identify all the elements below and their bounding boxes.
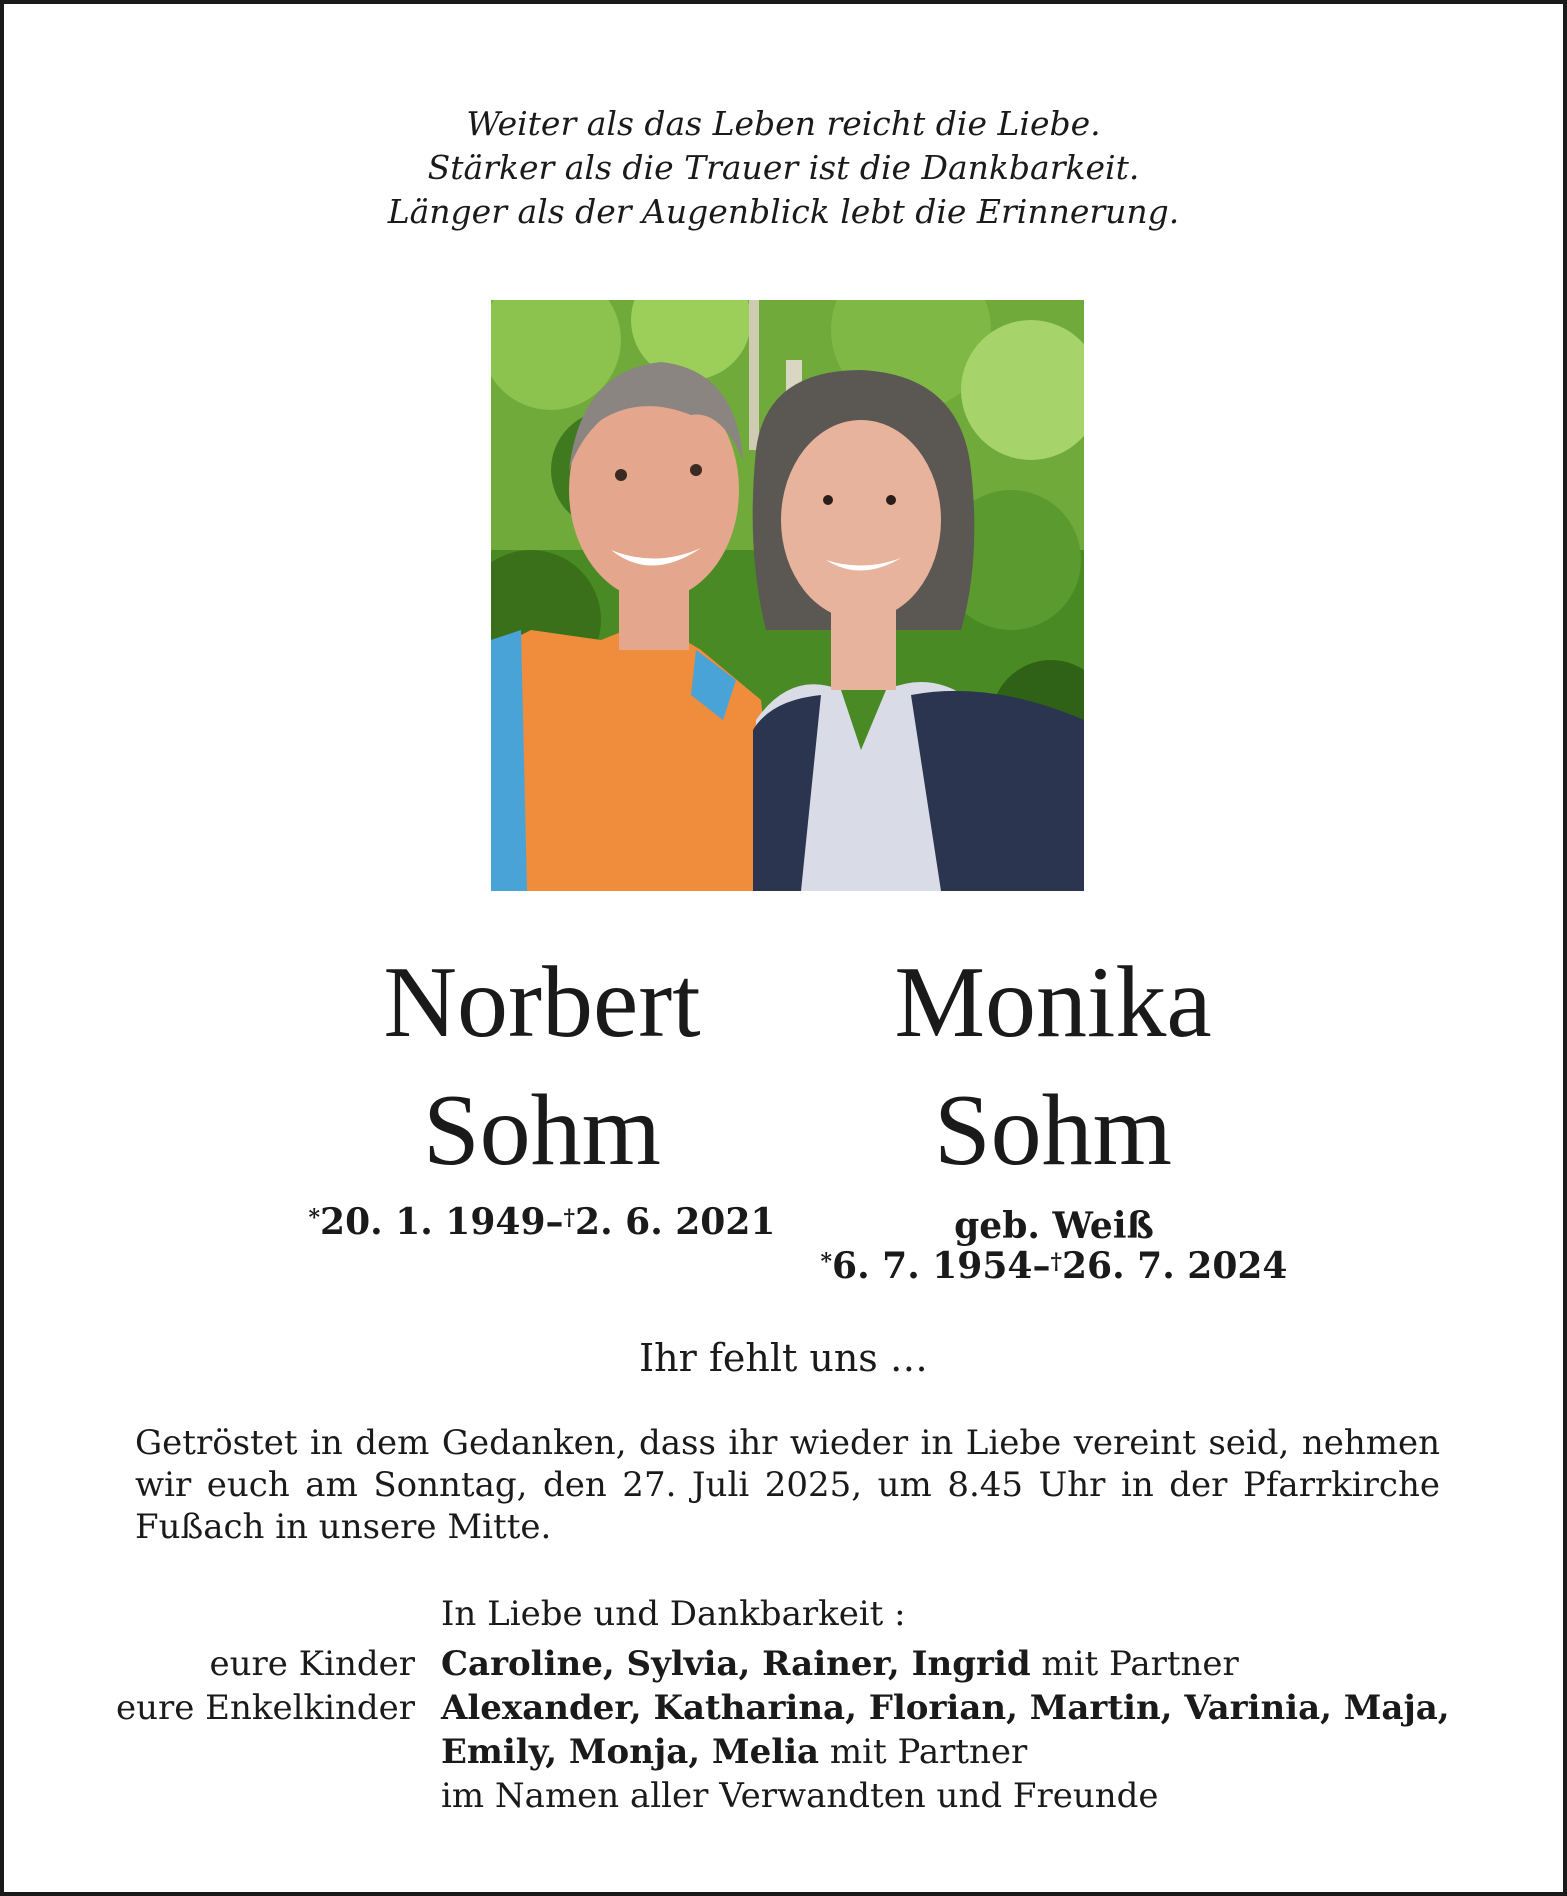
announcement-text: Getröstet in dem Gedanken, dass ihr wieder in Liebe vereint seid, nehmen wir euch am Sonntag, den 27. Juli 2025, um 8.45 Uhr in der Pfarrkirche Fußach in unsere Mitte. [135, 1423, 1440, 1547]
norbert-birth-date: 20. 1. 1949 [320, 1201, 546, 1243]
monika-first-name: Monika [894, 946, 1212, 1059]
children-names-line [441, 1642, 1239, 1686]
death-cross: † [563, 1205, 576, 1231]
missing-line: Ihr fehlt uns … [639, 1336, 928, 1380]
grandchildren-names-2: Emily, Monja, Melia [441, 1732, 820, 1772]
norbert-first-name: Norbert [383, 946, 701, 1059]
date-dash: – [545, 1201, 564, 1243]
monika-birth-date: 6. 7. 1954 [832, 1245, 1033, 1287]
grandchildren-names-line-2 [441, 1730, 1027, 1774]
quote-line-2: Stärker als die Trauer ist die Dankbarkeit. [427, 148, 1140, 187]
grandchildren-names-line-1 [441, 1686, 1450, 1730]
grandchildren-suffix: mit Partner [819, 1732, 1028, 1772]
quote-line-3: Länger als der Augenblick lebt die Erinnerung. [387, 192, 1180, 231]
norbert-dates [304, 1200, 780, 1244]
grandchildren-label: eure Enkelkinder [115, 1688, 415, 1728]
death-cross: † [1050, 1249, 1062, 1275]
couple-photo-icon [491, 300, 1084, 891]
monika-name [815, 939, 1291, 1195]
children-label: eure Kinder [209, 1644, 415, 1684]
children-names: Caroline, Sylvia, Rainer, Ingrid [441, 1644, 1031, 1684]
birth-star: * [308, 1205, 321, 1231]
quote-line-1: Weiter als das Leben reicht die Liebe. [466, 104, 1101, 143]
children-suffix: mit Partner [1030, 1644, 1239, 1684]
norbert-last-name: Sohm [422, 1074, 662, 1187]
norbert-name [304, 939, 780, 1195]
birth-star: * [820, 1249, 833, 1275]
relatives-line: im Namen aller Verwandten und Freunde [441, 1776, 1159, 1816]
memorial-quote [4, 102, 1563, 234]
monika-dates [814, 1244, 1294, 1288]
couple-photo [491, 300, 1084, 891]
monika-last-name: Sohm [933, 1074, 1173, 1187]
grandchildren-names-1: Alexander, Katharina, Florian, Martin, Varinia, Maja, [441, 1688, 1450, 1728]
monika-death-date: 26. 7. 2024 [1061, 1245, 1288, 1287]
norbert-death-date: 2. 6. 2021 [575, 1201, 776, 1243]
closing-line: In Liebe und Dankbarkeit : [441, 1594, 906, 1634]
monika-maiden-name: geb. Weiß [954, 1205, 1154, 1247]
date-dash: – [1032, 1245, 1051, 1287]
